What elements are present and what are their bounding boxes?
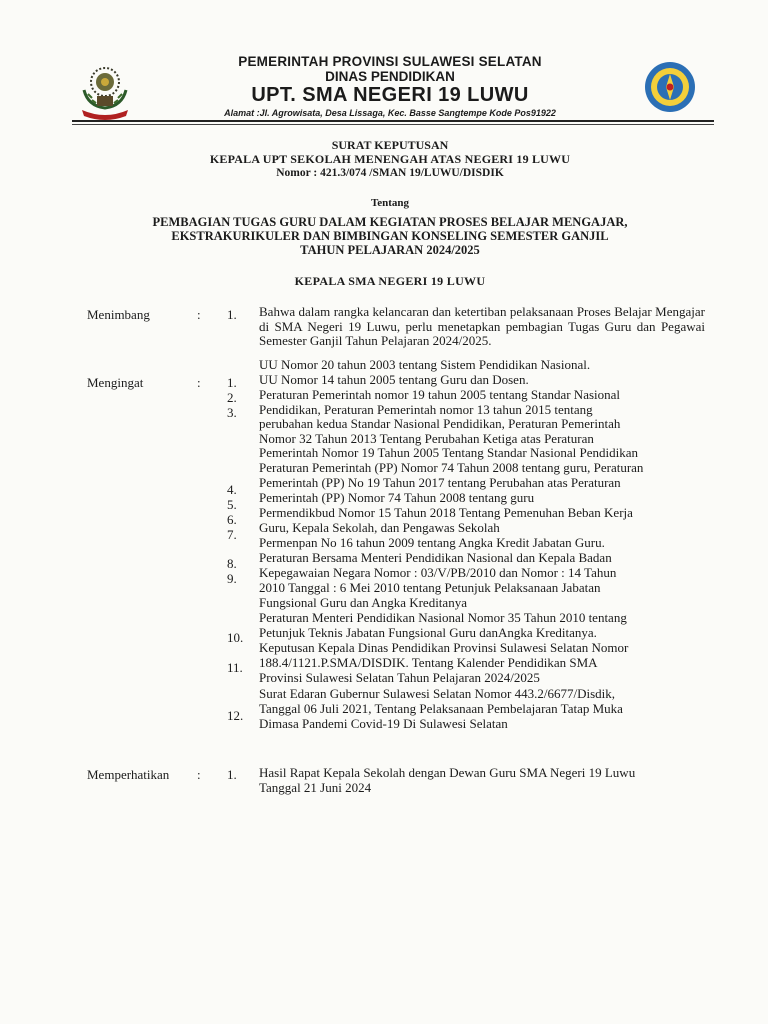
mengingat-number: 4. <box>227 482 237 497</box>
mengingat-line: Tanggal 06 Juli 2021, Tentang Pelaksanaan Pembelajaran Tatap Muka <box>259 701 623 716</box>
letterhead-school: UPT. SMA NEGERI 19 LUWU <box>251 84 529 106</box>
mengingat-line: Pemerintah Nomor 19 Tahun 2005 Tentang Standar Nasional Pendidikan <box>259 445 638 460</box>
subject-line: TAHUN PELAJARAN 2024/2025 <box>300 243 480 257</box>
document-issuer: KEPALA UPT SEKOLAH MENENGAH ATAS NEGERI 19 LUWU <box>209 152 571 166</box>
letterhead-province: PEMERINTAH PROVINSI SULAWESI SELATAN <box>238 54 542 69</box>
mengingat-line: Guru, Kepala Sekolah, dan Pengawas Sekolah <box>259 520 500 535</box>
mengingat-number: 8. <box>227 556 237 571</box>
mengingat-line: Dimasa Pandemi Covid-19 Di Sulawesi Selatan <box>259 716 508 731</box>
memperhatikan-line: Tanggal 21 Juni 2024 <box>259 780 372 795</box>
mengingat-line: Pendidikan, Peraturan Pemerintah nomor 13 tahun 2015 tentang <box>259 402 593 417</box>
mengingat-number: 6. <box>227 512 237 527</box>
mengingat-number: 1. <box>227 375 237 390</box>
mengingat-line: Petunjuk Teknis Jabatan Fungsional Guru danAngka Kreditanya. <box>259 625 597 640</box>
subject-line: PEMBAGIAN TUGAS GURU DALAM KEGIATAN PROSES BELAJAR MENGAJAR, <box>152 215 628 229</box>
document-number: Nomor : 421.3/074 /SMAN 19/LUWU/DISDIK <box>276 167 504 179</box>
mengingat-line: Nomor 32 Tahun 2013 Tentang Perubahan Ketiga atas Peraturan <box>259 431 594 446</box>
subject-line: EKSTRAKURIKULER DAN BIMBINGAN KONSELING SEMESTER GANJIL <box>171 229 609 243</box>
letterhead-divider <box>72 120 714 122</box>
letterhead <box>150 54 630 119</box>
document-type: SURAT KEPUTUSAN <box>331 138 449 152</box>
letterhead-agency: DINAS PENDIDIKAN <box>325 69 455 84</box>
document-subject <box>90 215 690 257</box>
mengingat-line: Fungsional Guru dan Angka Kreditanya <box>259 595 467 610</box>
mengingat-line: Surat Edaran Gubernur Sulawesi Selatan Nomor 443.2/6677/Disdik, <box>259 686 615 701</box>
memperhatikan-line: Hasil Rapat Kepala Sekolah dengan Dewan Guru SMA Negeri 19 Luwu <box>259 765 636 780</box>
sulsel-emblem-icon <box>74 60 136 122</box>
mengingat-line: Provinsi Sulawesi Selatan Tahun Pelajaran 2024/2025 <box>259 670 540 685</box>
mengingat-line: 2010 Tanggal : 6 Mei 2010 tentang Petunjuk Pelaksanaan Jabatan <box>259 580 601 595</box>
menimbang-label: Menimbang <box>87 307 150 322</box>
mengingat-number: 11. <box>227 660 243 675</box>
memperhatikan-colon: : <box>197 767 201 782</box>
menimbang-text: Bahwa dalam rangka kelancaran dan ketertiban pelaksanaan Proses Belajar Mengajar di SMA Negeri 19 Luwu, perlu menetapkan pembagian Tugas Guru dan Pegawai Semester Ganjil Tahun Pelajaran 2024/2025. <box>259 304 705 349</box>
about-heading: Tentang <box>370 197 410 209</box>
mengingat-number: 9. <box>227 571 237 586</box>
menimbang-number: 1. <box>227 307 237 322</box>
mengingat-line: Permenpan No 16 tahun 2009 tentang Angka Kredit Jabatan Guru. <box>259 535 605 550</box>
mengingat-line: Peraturan Menteri Pendidikan Nasional Nomor 35 Tahun 2010 tentang <box>259 610 627 625</box>
school-logo-icon <box>644 60 696 114</box>
mengingat-line: Kepegawaian Negara Nomor : 03/V/PB/2010 dan Nomor : 14 Tahun <box>259 565 617 580</box>
mengingat-line: Pemerintah (PP) Nomor 74 Tahun 2008 tentang guru <box>259 490 535 505</box>
mengingat-line: Pemerintah (PP) No 19 Tahun 2017 tentang Perubahan atas Peraturan <box>259 475 621 490</box>
mengingat-line: 188.4/1121.P.SMA/DISDIK. Tentang Kalender Pendidikan SMA <box>259 655 598 670</box>
mengingat-line: Peraturan Pemerintah (PP) Nomor 74 Tahun 2008 tentang guru, Peraturan <box>259 460 644 475</box>
mengingat-line: UU Nomor 20 tahun 2003 tentang Sistem Pendidikan Nasional. <box>259 357 591 372</box>
mengingat-colon: : <box>197 375 201 390</box>
mengingat-number: 2. <box>227 390 237 405</box>
mengingat-line: UU Nomor 14 tahun 2005 tentang Guru dan Dosen. <box>259 372 529 387</box>
mengingat-line: Permendikbud Nomor 15 Tahun 2018 Tentang Pemenuhan Beban Kerja <box>259 505 633 520</box>
decree-authority: KEPALA SMA NEGERI 19 LUWU <box>294 274 486 288</box>
mengingat-number: 12. <box>227 708 244 723</box>
mengingat-line: Keputusan Kepala Dinas Pendidikan Provinsi Sulawesi Selatan Nomor <box>259 640 629 655</box>
menimbang-colon: : <box>197 307 201 322</box>
mengingat-label: Mengingat <box>87 375 144 390</box>
mengingat-number: 7. <box>227 527 237 542</box>
mengingat-line: Peraturan Pemerintah nomor 19 tahun 2005 tentang Standar Nasional <box>259 387 621 402</box>
memperhatikan-number: 1. <box>227 767 237 782</box>
letterhead-address: Alamat :Jl. Agrowisata, Desa Lissaga, Kec. Basse Sangtempe Kode Pos91922 <box>224 108 556 118</box>
letterhead-divider-thin <box>72 124 714 125</box>
mengingat-line: Peraturan Bersama Menteri Pendidikan Nasional dan Kepala Badan <box>259 550 612 565</box>
memperhatikan-label: Memperhatikan <box>87 767 170 782</box>
mengingat-number: 10. <box>227 630 244 645</box>
mengingat-number: 5. <box>227 497 237 512</box>
mengingat-number: 3. <box>227 405 237 420</box>
mengingat-line: perubahan kedua Standar Nasional Pendidikan, Peraturan Pemerintah <box>259 416 621 431</box>
